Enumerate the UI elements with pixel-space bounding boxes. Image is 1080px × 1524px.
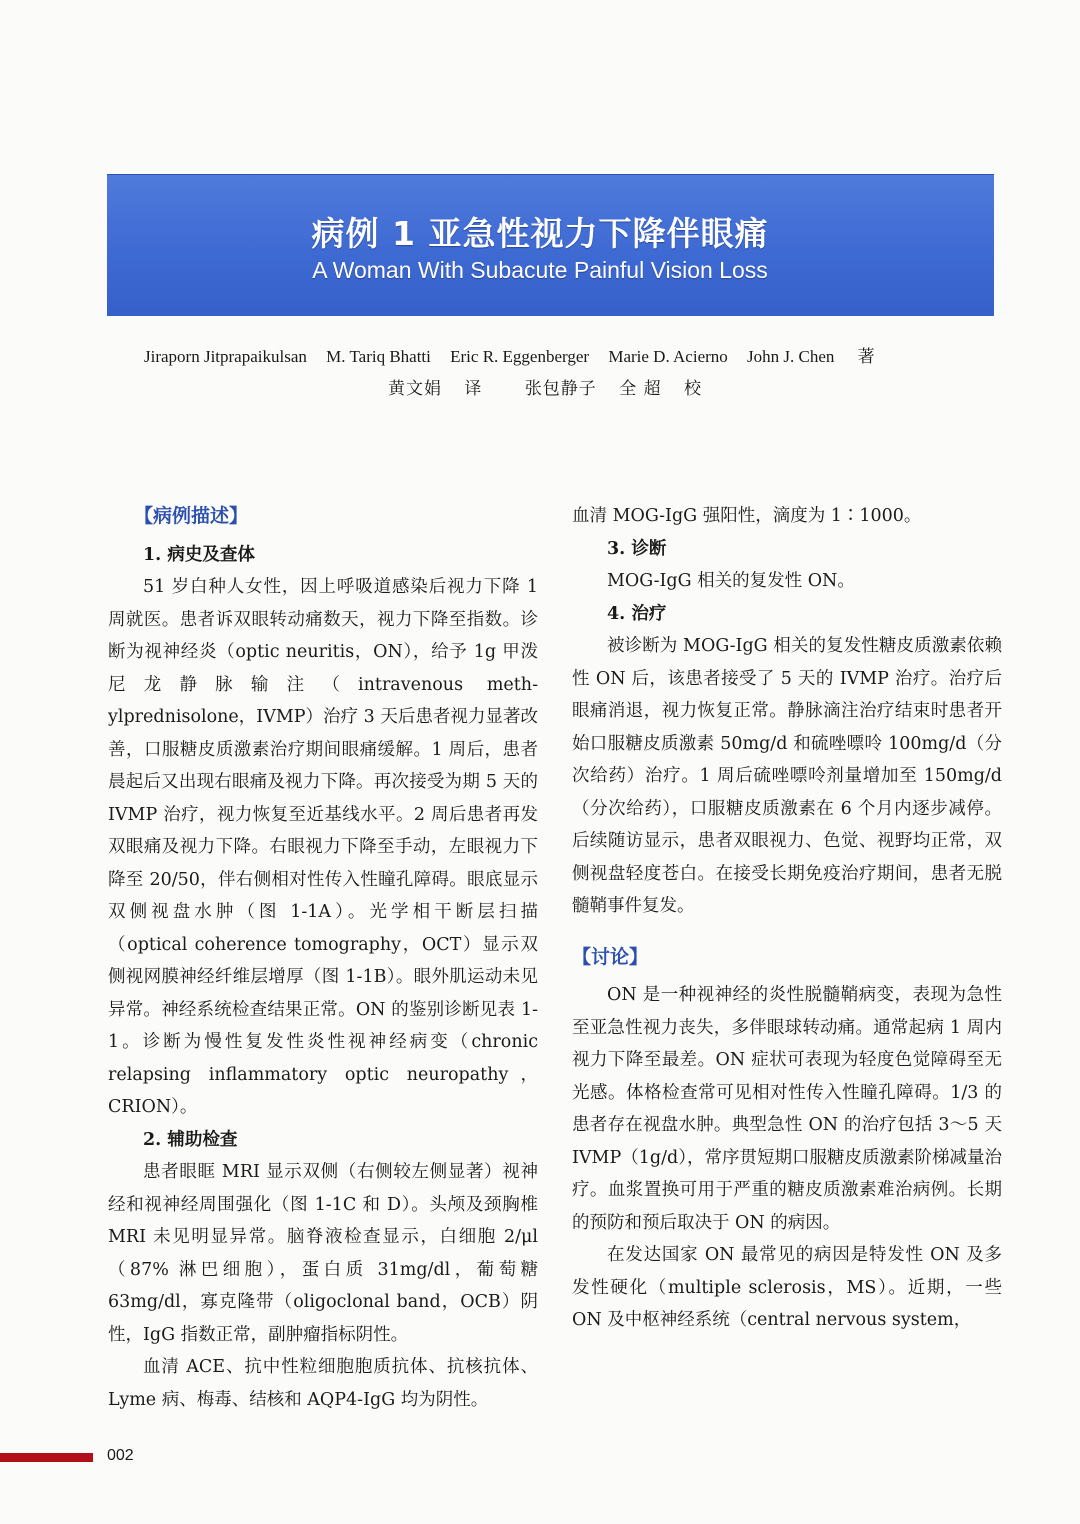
reviewer-name: 张包静子 <box>524 379 597 399</box>
translator-role: 译 <box>464 379 483 399</box>
left-column <box>108 500 538 1416</box>
paragraph-diagnosis: MOG-IgG 相关的复发性 ON。 <box>607 571 855 591</box>
paragraph-serology: 血清 ACE、抗中性粒细胞胞质抗体、抗核抗体、Lyme 病、梅毒、结核和 AQP4-IgG 均为阴性。 <box>108 1357 538 1410</box>
author-name: M. Tariq Bhatti <box>326 347 431 366</box>
chapter-title-cn: 病例 1 亚急性视力下降伴眼痛 <box>311 214 769 253</box>
section-heading-discussion: 【讨论】 <box>572 945 649 968</box>
paragraph-serology-cont: 血清 MOG-IgG 强阳性，滴度为 1∶1000。 <box>572 506 922 526</box>
translator-name: 黄文娟 <box>388 379 442 399</box>
footer-accent-bar <box>0 1453 93 1462</box>
reviewer-role: 校 <box>684 379 703 399</box>
subheading-tests: 2. 辅助检查 <box>143 1129 238 1150</box>
paragraph-tests: 患者眼眶 MRI 显示双侧（右侧较左侧显著）视神经和视神经周围强化（图 1-1C 和 D）。头颅及颈胸椎 MRI 未见明显异常。脑脊液检查显示，白细胞 2/μl（87% 淋巴细胞），蛋白质 31mg/dl，葡萄糖 63mg/dl，寡克隆带（oligoclonal band，OCB）阴性，IgG 指数正常，副肿瘤指标阴性。 <box>108 1162 538 1345</box>
subheading-diagnosis: 3. 诊断 <box>607 538 667 559</box>
paragraph-history: 51 岁白种人女性，因上呼吸道感染后视力下降 1 周就医。患者诉双眼转动痛数天，视力下降至指数。诊断为视神经炎（optic neuritis，ON），给予 1g 甲泼尼龙静脉输注（intravenous meth-ylprednisolone，IVMP）治疗 3 天后患者视力显著改善，口服糖皮质激素治疗期间眼痛缓解。1 周后，患者晨起后又出现右眼痛及视力下降。再次接受为期 5 天的 IVMP 治疗，视力恢复至近基线水平。2 周后患者再发双眼痛及视力下降。右眼视力下降至手动，左眼视力下降至 20/50，伴右侧相对性传入性瞳孔障碍。眼底显示双侧视盘水肿（图 1-1A）。光学相干断层扫描（optical coherence tomography，OCT）显示双侧视网膜神经纤维层增厚（图 1-1B）。眼外肌运动未见异常。神经系统检查结果正常。ON 的鉴别诊断见表 1-1。诊断为慢性复发性炎性视神经病变（chronic relapsing inflammatory optic neuropathy，CRION）。 <box>108 577 538 1117</box>
author-name: Eric R. Eggenberger <box>450 347 590 366</box>
subheading-history: 1. 病史及查体 <box>143 544 255 565</box>
translator-line <box>388 374 718 399</box>
paragraph-discussion-1: ON 是一种视神经的炎性脱髓鞘病变，表现为急性至亚急性视力丧失，多伴眼球转动痛。通常起病 1 周内视力下降至最差。ON 症状可表现为轻度色觉障碍至无光感。体格检查常可见相对性传入性瞳孔障碍。1/3 的患者存在视盘水肿。典型急性 ON 的治疗包括 3～5 天 IVMP（1g/d），常序贯短期口服糖皮质激素阶梯减量治疗。血浆置换可用于严重的糖皮质激素难治病例。长期的预防和预后取决于 ON 的病因。 <box>572 985 1002 1233</box>
author-name: John J. Chen <box>747 347 835 366</box>
section-heading-case: 【病例描述】 <box>134 505 249 527</box>
subheading-treatment: 4. 治疗 <box>607 603 667 624</box>
paragraph-treatment: 被诊断为 MOG-IgG 相关的复发性糖皮质激素依赖性 ON 后，该患者接受了 5 天的 IVMP 治疗。治疗后眼痛消退，视力恢复正常。静脉滴注治疗结束时患者开始口服糖皮质激素 50mg/d 和硫唑嘌呤 100mg/d（分次给药）治疗。1 周后硫唑嘌呤剂量增加至 150mg/d（分次给药），口服糖皮质激素在 6 个月内逐步减停。后续随访显示，患者双眼视力、色觉、视野均正常，双侧视盘轻度苍白。在接受长期免疫治疗期间，患者无脱髓鞘事件复发。 <box>572 636 1002 916</box>
chapter-title-en: A Woman With Subacute Painful Vision Loss <box>312 257 768 283</box>
author-line <box>144 342 964 367</box>
reviewer-name: 全 超 <box>619 379 662 399</box>
paragraph-discussion-2: 在发达国家 ON 最常见的病因是特发性 ON 及多发性硬化（multiple sclerosis，MS）。近期，一些 ON 及中枢神经系统（central nervous system， <box>572 1245 1002 1330</box>
author-name: Jiraporn Jitprapaikulsan <box>144 347 307 366</box>
author-role: 著 <box>857 347 875 366</box>
right-column <box>572 500 1002 1337</box>
page-number: 002 <box>107 1447 134 1464</box>
author-name: Marie D. Acierno <box>608 347 728 366</box>
